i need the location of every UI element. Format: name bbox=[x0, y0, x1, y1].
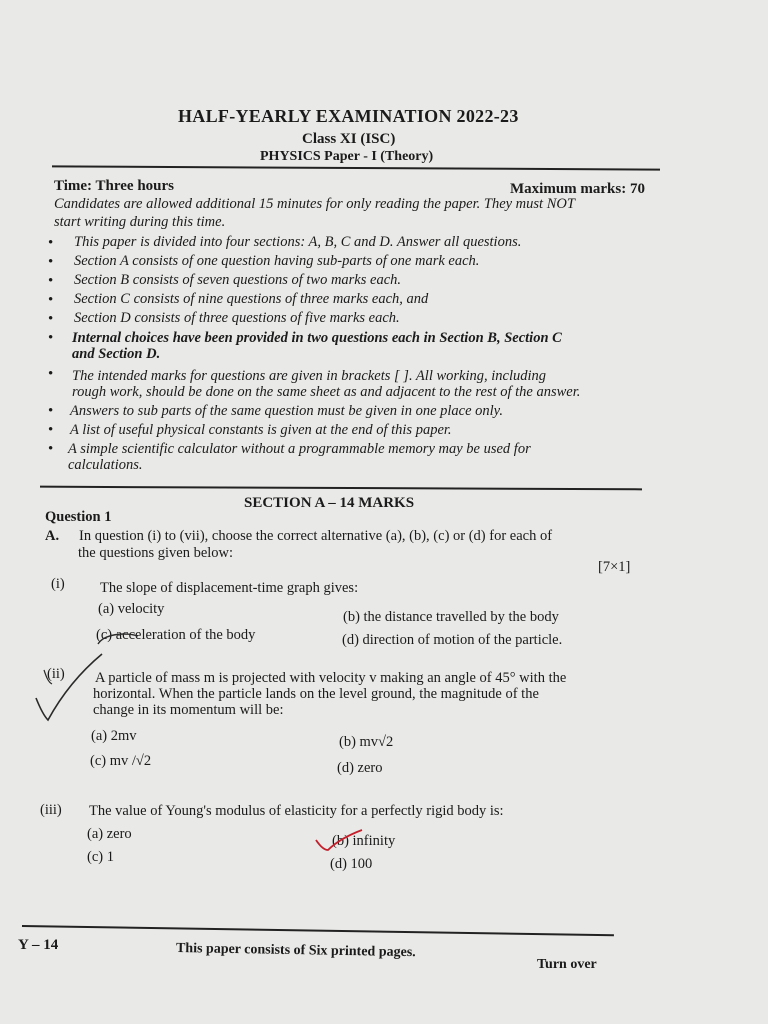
bullet-icon: • bbox=[48, 403, 54, 419]
option-d: (d) 100 bbox=[330, 856, 373, 872]
question-text-line-3: change in its momentum will be: bbox=[93, 702, 284, 718]
class-line: Class XI (ISC) bbox=[302, 131, 396, 147]
instruction-9: A list of useful physical constants is given at the end of this paper. bbox=[70, 422, 452, 438]
intro-line-1: Candidates are allowed additional 15 minutes for only reading the paper. They must NOT bbox=[54, 196, 575, 212]
bullet-icon: • bbox=[48, 422, 54, 438]
option-c: (c) 1 bbox=[87, 849, 114, 865]
part-a-text-line-2: the questions given below: bbox=[78, 545, 234, 561]
option-d: (d) zero bbox=[337, 760, 383, 776]
paper-line: PHYSICS Paper - I (Theory) bbox=[260, 149, 434, 164]
question-1-label: Question 1 bbox=[45, 509, 112, 525]
option-c: (c) acceleration of the body bbox=[96, 627, 256, 643]
instruction-7-line-1: The intended marks for questions are given in brackets [ ]. All working, including bbox=[72, 368, 547, 384]
question-text-line-1: A particle of mass m is projected with velocity v making an angle of 45° with the bbox=[95, 670, 567, 686]
instruction-1: This paper is divided into four sections: A, B, C and D. Answer all questions. bbox=[74, 234, 522, 250]
instructions-rule bbox=[40, 486, 642, 491]
bullet-icon: • bbox=[48, 254, 54, 270]
bullet-icon: • bbox=[48, 311, 54, 327]
pen-tick-mark bbox=[30, 646, 110, 726]
red-tick-mark bbox=[312, 826, 372, 856]
instruction-10-line-2: calculations. bbox=[68, 457, 143, 473]
time-allowed: Time: Three hours bbox=[54, 178, 175, 194]
question-number: (i) bbox=[51, 576, 65, 592]
bullet-icon: • bbox=[48, 366, 54, 382]
instruction-4: Section C consists of nine questions of three marks each, and bbox=[74, 291, 429, 307]
instruction-2: Section A consists of one question having sub-parts of one mark each. bbox=[74, 253, 480, 269]
option-b: (b) infinity bbox=[332, 833, 396, 849]
instruction-7-line-2: rough work, should be done on the same sheet as and adjacent to the rest of the answer. bbox=[72, 384, 581, 400]
option-b: (b) mv√2 bbox=[339, 734, 394, 750]
page-count-note: This paper consists of Six printed pages. bbox=[175, 941, 416, 961]
question-text-line-2: horizontal. When the particle lands on the level ground, the magnitude of the bbox=[93, 686, 539, 702]
section-a-heading: SECTION A – 14 MARKS bbox=[244, 495, 415, 511]
instruction-6-line-2: and Section D. bbox=[72, 346, 161, 362]
instruction-5: Section D consists of three questions of five marks each. bbox=[74, 310, 400, 326]
footer-rule bbox=[22, 925, 614, 936]
question-text: The slope of displacement-time graph gives: bbox=[100, 580, 359, 596]
exam-title: HALF-YEARLY EXAMINATION 2022-23 bbox=[178, 106, 519, 126]
option-d: (d) direction of motion of the particle. bbox=[342, 632, 563, 648]
turn-over-note: Turn over bbox=[537, 957, 597, 972]
instruction-6-line-1: Internal choices have been provided in two questions each in Section B, Section C bbox=[72, 330, 562, 346]
part-a-text-line-1: In question (i) to (vii), choose the correct alternative (a), (b), (c) or (d) for each of bbox=[79, 528, 553, 544]
part-a-label: A. bbox=[45, 528, 60, 544]
paper-code: Y – 14 bbox=[18, 937, 59, 953]
option-b: (b) the distance travelled by the body bbox=[343, 609, 559, 625]
instruction-10-line-1: A simple scientific calculator without a programmable memory may be used for bbox=[68, 441, 531, 457]
intro-line-2: start writing during this time. bbox=[54, 214, 226, 230]
header-rule bbox=[52, 165, 660, 170]
part-a-marks: [7×1] bbox=[598, 559, 631, 575]
bullet-icon: • bbox=[48, 292, 54, 308]
question-text: The value of Young's modulus of elasticity for a perfectly rigid body is: bbox=[89, 803, 504, 819]
option-a: (a) zero bbox=[87, 826, 132, 842]
bullet-icon: • bbox=[48, 235, 54, 251]
option-a: (a) 2mv bbox=[91, 728, 137, 744]
question-number: (ii) bbox=[47, 666, 65, 682]
bullet-icon: • bbox=[48, 273, 54, 289]
instruction-3: Section B consists of seven questions of two marks each. bbox=[74, 272, 402, 288]
instruction-8: Answers to sub parts of the same question must be given in one place only. bbox=[70, 403, 503, 419]
option-a: (a) velocity bbox=[98, 601, 165, 617]
question-number: (iii) bbox=[40, 802, 62, 818]
bullet-icon: • bbox=[48, 330, 54, 346]
maximum-marks: Maximum marks: 70 bbox=[510, 181, 645, 197]
bullet-icon: • bbox=[48, 441, 54, 457]
option-c: (c) mv /√2 bbox=[90, 753, 152, 769]
